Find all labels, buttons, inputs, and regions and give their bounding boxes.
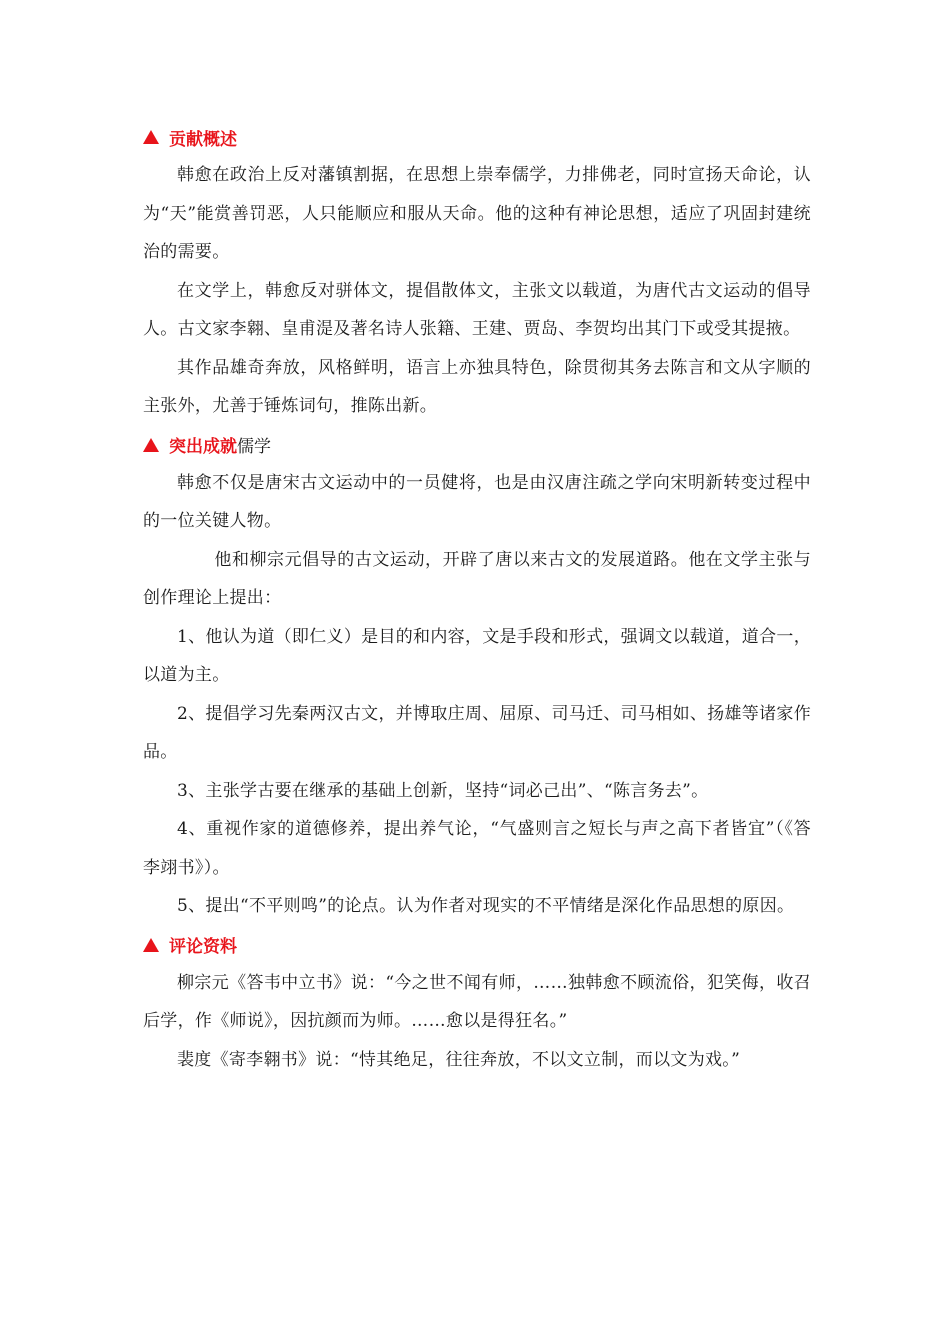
list-item: 4、重视作家的道德修养，提出养气论，“气盛则言之短长与声之高下者皆宜”（《答李翊书》）。 xyxy=(143,819,811,878)
triangle-bullet-icon xyxy=(143,938,159,952)
triangle-bullet-icon xyxy=(143,438,159,452)
section-heading-text: 突出成就 xyxy=(169,437,237,457)
paragraph: 他和柳宗元倡导的古文运动，开辟了唐以来古文的发展道路。他在文学主张与创作理论上提出： xyxy=(143,549,811,608)
paragraph: 柳宗元《答韦中立书》说：“今之世不闻有师，……独韩愈不顾流俗，犯笑侮，收召后学，作《师说》，因抗颜而为师。……愈以是得狂名。” xyxy=(143,972,811,1031)
list-item: 5、提出“不平则鸣”的论点。认为作者对现实的不平情绪是深化作品思想的原因。 xyxy=(177,896,795,916)
document-page xyxy=(143,118,811,1079)
paragraph: 韩愈在政治上反对藩镇割据，在思想上崇奉儒学，力排佛老，同时宣扬天命论，认为“天”能赏善罚恶，人只能顺应和服从天命。他的这种有神论思想，适应了巩固封建统治的需要。 xyxy=(143,165,811,262)
triangle-bullet-icon xyxy=(143,130,159,144)
section-heading-suffix: 儒学 xyxy=(237,437,271,457)
paragraph: 裴度《寄李翱书》说：“恃其绝足，往往奔放，不以文立制，而以文为戏。” xyxy=(177,1049,741,1070)
section-heading-contribution xyxy=(143,118,811,156)
list-item: 3、主张学古要在继承的基础上创新，坚持“词必己出”、“陈言务去”。 xyxy=(177,780,709,801)
section-heading-commentary xyxy=(143,926,811,964)
paragraph: 韩愈不仅是唐宋古文运动中的一员健将，也是由汉唐注疏之学向宋明新转变过程中的一位关键人物。 xyxy=(143,472,811,531)
section-heading-text: 评论资料 xyxy=(169,937,237,957)
list-item: 2、提倡学习先秦两汉古文，并博取庄周、屈原、司马迁、司马相如、扬雄等诸家作品。 xyxy=(143,703,811,762)
paragraph: 在文学上，韩愈反对骈体文，提倡散体文，主张文以载道，为唐代古文运动的倡导人。古文家李翱、皇甫湜及著名诗人张籍、王建、贾岛、李贺均出其门下或受其提掖。 xyxy=(143,280,811,339)
section-heading-text: 贡献概述 xyxy=(169,129,237,150)
paragraph: 其作品雄奇奔放，风格鲜明，语言上亦独具特色，除贯彻其务去陈言和文从字顺的主张外，尤善于锤炼词句，推陈出新。 xyxy=(143,357,811,416)
section-heading-achievement xyxy=(143,426,811,464)
list-item: 1、他认为道（即仁义）是目的和内容，文是手段和形式，强调文以载道，道合一，以道为主。 xyxy=(143,626,811,685)
